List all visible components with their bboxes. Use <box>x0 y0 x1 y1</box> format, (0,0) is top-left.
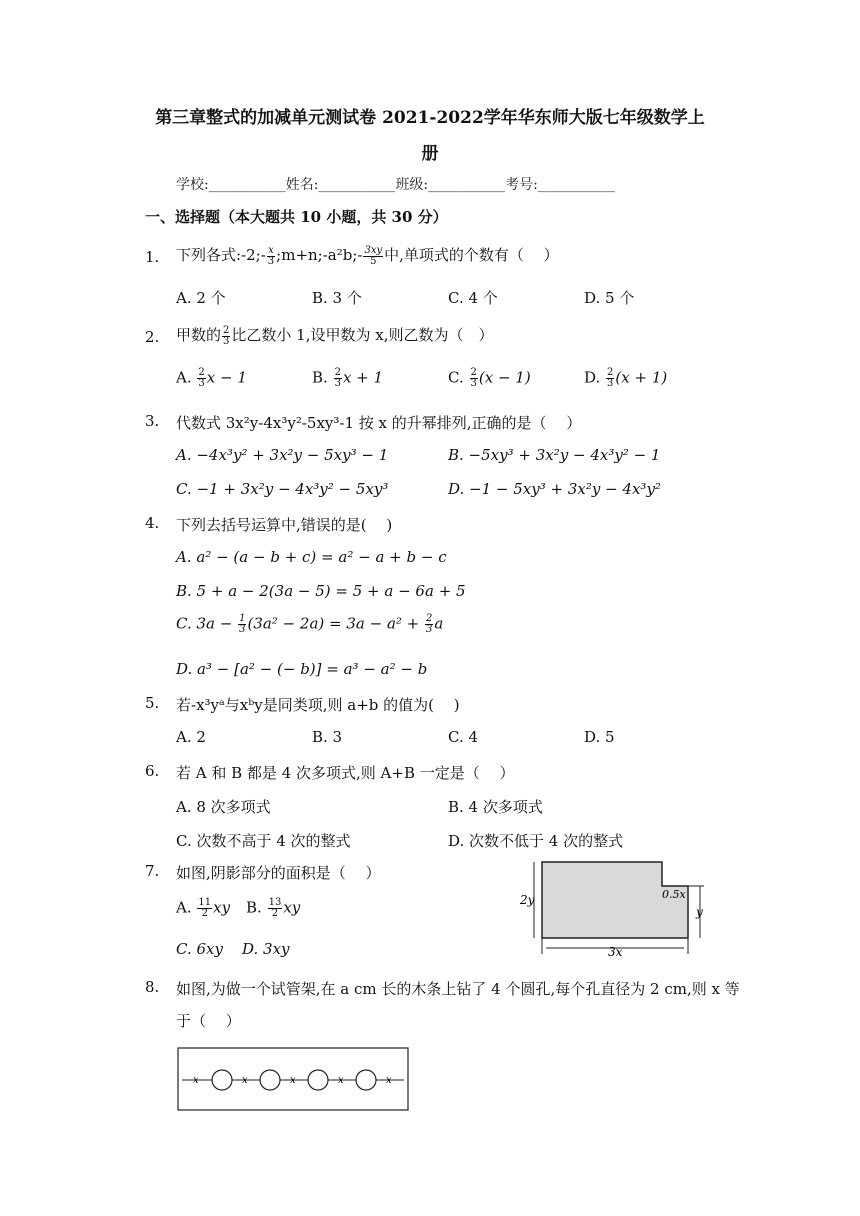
q5-option-d[interactable]: D. 5 <box>584 728 615 746</box>
q3-option-b[interactable]: B. −5xy³ + 3x²y − 4x³y² − 1 <box>448 446 661 464</box>
frac-num: 2 <box>198 367 205 378</box>
option-expr: xy <box>213 898 231 917</box>
q7-option-d[interactable]: D. 3xy <box>242 940 290 958</box>
question-8-text-line-1: 如图,为做一个试管架,在 a cm 长的木条上钻了 4 个圆孔,每个孔直径为 2 cm,则 x 等 <box>176 980 740 998</box>
q2-frac-den: 3 <box>223 335 230 347</box>
q1-prefix: 下列各式:-2;- <box>176 246 266 264</box>
label-y: y <box>696 905 703 919</box>
student-info-row <box>176 174 615 194</box>
fraction <box>267 246 275 267</box>
frac-num: 1 <box>239 613 246 624</box>
option-label: B. <box>312 368 328 387</box>
x-label: x <box>290 1075 296 1086</box>
option-expr-pre: C. 3a − <box>176 614 233 633</box>
title-line-1: 第三章整式的加减单元测试卷 2021-2022学年华东师大版七年级数学上 <box>155 108 705 128</box>
question-2-text <box>176 324 493 347</box>
q2-option-a[interactable] <box>176 368 247 389</box>
q1-frac1-den: 3 <box>267 255 275 267</box>
hole <box>308 1070 328 1090</box>
fraction <box>268 898 283 919</box>
fraction <box>238 614 246 635</box>
question-5-text: 若-x³yᵃ与xᵇy是同类项,则 a+b 的值为( ) <box>176 696 460 714</box>
frac-den: 2 <box>201 908 208 919</box>
question-6-text: 若 A 和 B 都是 4 次多项式,则 A+B 一定是（ ） <box>176 764 515 782</box>
frac-den: 3 <box>470 378 477 389</box>
fraction <box>425 614 433 635</box>
class-field: 班级:___________ <box>395 177 506 193</box>
q7-option-b[interactable] <box>246 898 300 919</box>
x-label: x <box>386 1075 392 1086</box>
q2-prefix: 甲数的 <box>176 326 222 344</box>
q1-frac2-num: 3xy <box>364 244 383 256</box>
q3-option-d[interactable]: D. −1 − 5xy³ + 3x²y − 4x³y² <box>448 480 661 498</box>
q7-shaded-figure <box>512 858 712 958</box>
question-1-text <box>176 244 559 267</box>
q1-option-c[interactable]: C. 4 个 <box>448 289 498 307</box>
frac-den: 3 <box>607 378 614 389</box>
x-label: x <box>338 1075 344 1086</box>
hole <box>260 1070 280 1090</box>
q3-option-a[interactable]: A. −4x³y² + 3x²y − 5xy³ − 1 <box>176 446 389 464</box>
question-7-text: 如图,阴影部分的面积是（ ） <box>176 864 381 882</box>
option-label: A. <box>176 898 192 917</box>
q6-option-c[interactable]: C. 次数不高于 4 次的整式 <box>176 832 351 850</box>
fraction <box>197 898 212 919</box>
school-field: 学校:___________ <box>176 177 286 193</box>
option-expr: x − 1 <box>206 368 247 387</box>
q1-option-d[interactable]: D. 5 个 <box>584 289 635 307</box>
option-label: D. <box>584 368 601 387</box>
q6-option-b[interactable]: B. 4 次多项式 <box>448 798 543 816</box>
fraction <box>334 368 342 389</box>
q1-suffix: 中,单项式的个数有（ ） <box>384 246 559 264</box>
question-6-number: 6. <box>145 762 160 780</box>
option-expr: x + 1 <box>342 368 384 387</box>
frac-num: 2 <box>426 613 433 624</box>
q7-option-a[interactable] <box>176 898 230 919</box>
fraction <box>363 246 383 267</box>
exam-number-field: 考号:___________ <box>505 177 615 193</box>
q3-option-c[interactable]: C. −1 + 3x²y − 4x³y² − 5xy³ <box>176 480 389 498</box>
q4-option-b[interactable]: B. 5 + a − 2(3a − 5) = 5 + a − 6a + 5 <box>176 582 466 600</box>
frac-num: 2 <box>334 367 341 378</box>
section-heading: 一、选择题（本大题共 10 小题，共 30 分） <box>145 208 448 226</box>
label-0-5x: 0.5x <box>662 888 686 901</box>
x-label: x <box>193 1075 199 1086</box>
question-3-text: 代数式 3x²y-4x³y²-5xy³-1 按 x 的升幂排列,正确的是（ ） <box>176 414 582 432</box>
question-8-text-line-2: 于（ ） <box>176 1012 241 1030</box>
q1-mid: ;m+n;-a²b;- <box>276 246 363 264</box>
q2-frac-num: 2 <box>223 324 230 336</box>
q5-option-c[interactable]: C. 4 <box>448 728 479 746</box>
option-expr: xy <box>283 898 301 917</box>
option-label: B. <box>246 898 262 917</box>
question-3-number: 3. <box>145 412 160 430</box>
q4-option-a[interactable]: A. a² − (a − b + c) = a² − a + b − c <box>176 548 447 566</box>
frac-den: 2 <box>271 908 279 919</box>
option-expr-mid: (3a² − 2a) = 3a − a² + <box>247 614 420 633</box>
page-title <box>120 100 740 172</box>
q1-frac2-den: 5 <box>370 255 377 267</box>
title-line-2: 册 <box>421 144 439 164</box>
option-expr-post: a <box>434 614 444 633</box>
q2-option-d[interactable] <box>584 368 667 389</box>
question-2-number: 2. <box>145 328 160 346</box>
fraction <box>606 368 614 389</box>
q6-option-a[interactable]: A. 8 次多项式 <box>176 798 271 816</box>
q1-option-a[interactable]: A. 2 个 <box>176 289 226 307</box>
q2-option-b[interactable] <box>312 368 383 389</box>
frac-num: 2 <box>470 367 477 378</box>
question-5-number: 5. <box>145 694 160 712</box>
fraction <box>470 368 478 389</box>
question-1-number: 1. <box>145 248 160 266</box>
fraction <box>197 368 205 389</box>
name-field: 姓名:___________ <box>285 177 396 193</box>
label-2y: 2y <box>520 893 535 907</box>
q2-option-c[interactable] <box>448 368 531 389</box>
frac-den: 3 <box>198 378 205 389</box>
frac-num: 2 <box>607 367 614 378</box>
option-expr: (x − 1) <box>478 368 531 387</box>
hole <box>212 1070 232 1090</box>
q5-option-b[interactable]: B. 3 <box>312 728 343 746</box>
hole <box>356 1070 376 1090</box>
q4-option-d[interactable]: D. a³ − [a² − (− b)] = a³ − a² − b <box>176 660 428 678</box>
frac-den: 3 <box>239 624 246 635</box>
question-4-number: 4. <box>145 514 160 532</box>
question-8-number: 8. <box>145 978 160 996</box>
question-4-text: 下列去括号运算中,错误的是( ) <box>176 516 393 534</box>
option-label: A. <box>176 368 192 387</box>
q4-option-c[interactable] <box>176 614 443 635</box>
label-3x: 3x <box>608 945 623 958</box>
frac-den: 3 <box>426 624 433 635</box>
frac-num: 11 <box>198 897 212 908</box>
option-label: C. <box>448 368 464 387</box>
q7-option-c[interactable]: C. 6xy <box>176 940 223 958</box>
q1-frac1-num: x <box>268 244 274 256</box>
q1-option-b[interactable]: B. 3 个 <box>312 289 362 307</box>
fraction <box>222 326 230 347</box>
frac-den: 3 <box>334 378 341 389</box>
option-expr: (x + 1) <box>615 368 668 387</box>
frac-num: 13 <box>268 897 282 908</box>
q5-option-a[interactable]: A. 2 <box>176 728 206 746</box>
q2-suffix: 比乙数小 1,设甲数为 x,则乙数为（ ） <box>231 326 494 344</box>
question-7-number: 7. <box>145 862 160 880</box>
x-label: x <box>242 1075 248 1086</box>
q8-test-tube-rack-figure <box>176 1046 412 1114</box>
q6-option-d[interactable]: D. 次数不低于 4 次的整式 <box>448 832 624 850</box>
